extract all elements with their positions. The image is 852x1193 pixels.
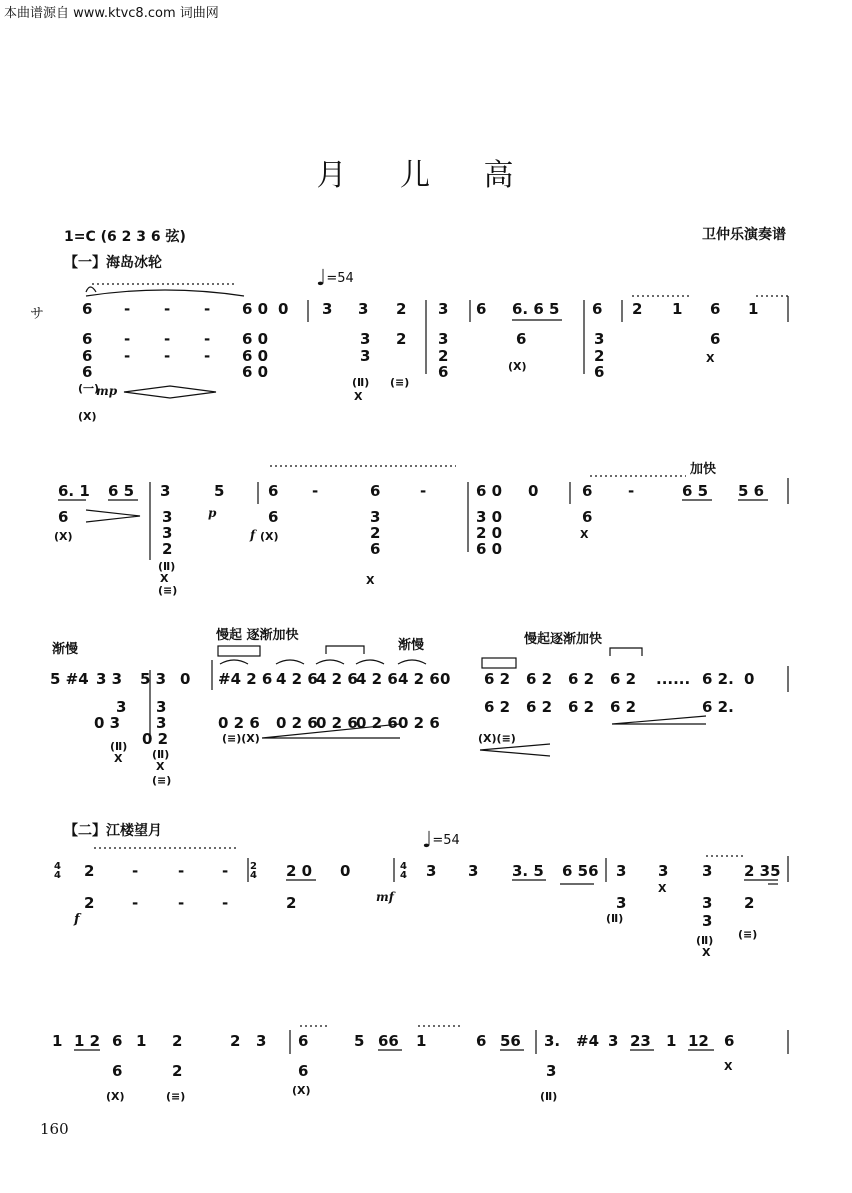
hairpin-3 (262, 724, 400, 738)
key-signature: 1=C (6 2 3 6 弦) (64, 229, 186, 245)
section-label-1: 【一】海岛冰轮 (64, 255, 162, 271)
dynamic-p: p (208, 506, 217, 520)
tremolo-box-2 (482, 658, 516, 668)
page-title: 月 儿 高 (316, 158, 536, 193)
hairpin-2 (86, 510, 140, 522)
hairpin-1 (124, 386, 216, 398)
slur-3b (276, 660, 304, 664)
bracket-1 (326, 646, 364, 654)
tempo-marking-1: ♩=54 (316, 266, 354, 291)
instruction-slow-start-accel-2: 慢起逐渐加快 (524, 632, 603, 647)
instruction-slow-start-accel: 慢起 逐渐加快 (216, 628, 299, 643)
instruction-slow-down-2: 渐慢 (398, 638, 425, 653)
page-number: 160 (40, 1120, 69, 1138)
bracket-2 (610, 648, 642, 656)
section-label-2: 【二】江楼望月 (64, 823, 162, 839)
dynamic-f-1: f (250, 528, 256, 542)
dynamic-f-2: f (74, 912, 80, 927)
slur-3d (356, 660, 384, 664)
watermark-text: 本曲谱源自 www.ktvc8.com 词曲网 (4, 6, 219, 21)
hairpin-5 (612, 716, 706, 724)
fermata-arc-1 (86, 287, 96, 292)
tremolo-box-1 (218, 646, 260, 656)
tie-arc-1 (86, 290, 244, 296)
hairpin-4 (480, 744, 550, 756)
dynamic-mf: mf (376, 890, 394, 904)
slur-3e (398, 660, 426, 664)
loco-mark: サ (30, 306, 44, 322)
instruction-slow-down: 渐慢 (52, 642, 79, 657)
slur-3a (220, 660, 248, 664)
slur-3c (316, 660, 344, 664)
dynamic-mp: mp (96, 384, 118, 398)
tempo-marking-2: ♩=54 (422, 828, 460, 853)
arranger-credit: 卫仲乐演奏谱 (702, 227, 786, 243)
instruction-accelerate: 加快 (690, 462, 717, 477)
